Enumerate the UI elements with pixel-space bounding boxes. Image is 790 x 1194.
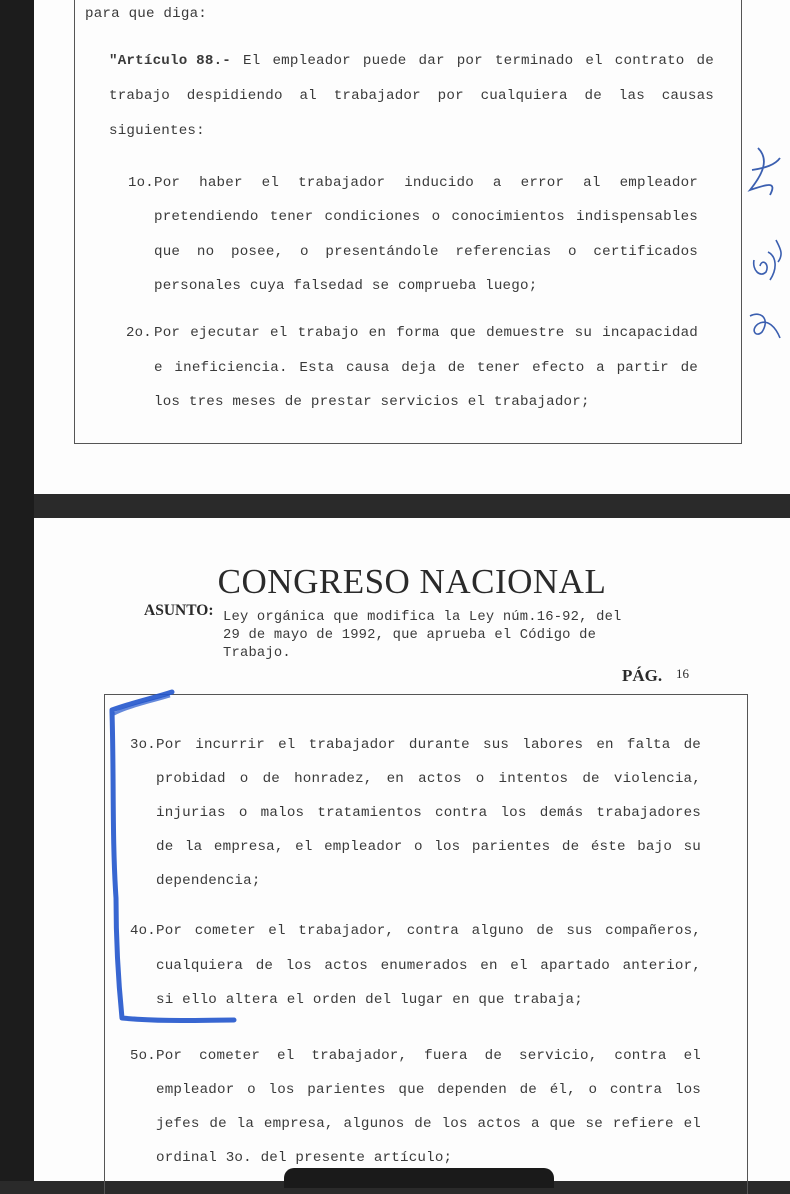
item-1-line-4: personales cuya falsedad se comprueba luego;: [154, 278, 538, 294]
asunto-label: ASUNTO:: [144, 602, 214, 619]
article-line-2: trabajo despidiendo al trabajador por cualquiera de las causas: [109, 88, 714, 104]
item-4-line-2: cualquiera de los actos enumerados en el apartado anterior,: [156, 958, 701, 974]
handwritten-signature-icon: [740, 140, 790, 340]
document-page-1: [34, 0, 790, 494]
page-label: PÁG.: [622, 666, 663, 685]
item-1-number: 1o.: [128, 175, 154, 191]
item-3-line-2: probidad o de honradez, en actos o intentos de violencia,: [156, 771, 701, 787]
item-1-line-3: que no posee, o presentándole referencias o certificados: [154, 244, 698, 260]
document-page-2: [34, 518, 790, 1181]
item-1-line-2: pretendiendo tener condiciones o conocimientos indispensables: [154, 209, 698, 225]
item-5-line-4: ordinal 3o. del presente artículo;: [156, 1150, 453, 1166]
item-3-line-1: Por incurrir el trabajador durante sus labores en falta de: [156, 737, 701, 753]
item-3-line-3: injurias o malos tratamientos contra los demás trabajadores: [156, 805, 701, 821]
item-4-line-3: si ello altera el orden del lugar en que trabaja;: [156, 992, 583, 1008]
page-number: 16: [676, 666, 689, 681]
asunto-line-2: 29 de mayo de 1992, que aprueba el Código de: [223, 628, 597, 643]
article-line-1: [109, 53, 714, 69]
item-3-number: 3o.: [130, 737, 156, 753]
article-line-3: siguientes:: [109, 123, 205, 139]
item-2-line-2: e ineficiencia. Esta causa deja de tener efecto a partir de: [154, 360, 698, 376]
item-3-line-5: dependencia;: [156, 873, 261, 889]
article-line-1-text: El empleador puede dar por terminado el contrato de: [243, 53, 714, 69]
left-dark-strip: [0, 0, 34, 1181]
blue-highlight-bracket-icon: [104, 688, 264, 1028]
item-3-line-4: de la empresa, el empleador o los parientes de éste bajo su: [156, 839, 701, 855]
article-title: "Artículo 88.-: [109, 53, 231, 69]
item-4-line-1: Por cometer el trabajador, contra alguno de sus compañeros,: [156, 923, 701, 939]
page-gap: [34, 494, 790, 518]
item-5-line-1: Por cometer el trabajador, fuera de servicio, contra el: [156, 1048, 701, 1064]
item-2-number: 2o.: [126, 325, 152, 341]
item-2-line-1: Por ejecutar el trabajo en forma que demuestre su incapacidad: [154, 325, 698, 341]
intro-text: para que diga:: [85, 6, 207, 22]
item-5-line-3: jefes de la empresa, algunos de los actos a que se refiere el: [156, 1116, 701, 1132]
bottom-overlay-bar: [284, 1168, 554, 1188]
asunto-line-3: Trabajo.: [223, 646, 291, 661]
item-2-line-3: los tres meses de prestar servicios el trabajador;: [154, 394, 590, 410]
item-4-number: 4o.: [130, 923, 156, 939]
item-1-line-1: Por haber el trabajador inducido a error al empleador: [154, 175, 698, 191]
asunto-line-1: Ley orgánica que modifica la Ley núm.16-92, del: [223, 610, 622, 625]
item-5-number: 5o.: [130, 1048, 156, 1064]
header-title: CONGRESO NACIONAL: [217, 562, 607, 601]
item-5-line-2: empleador o los parientes que dependen de él, o contra los: [156, 1082, 701, 1098]
